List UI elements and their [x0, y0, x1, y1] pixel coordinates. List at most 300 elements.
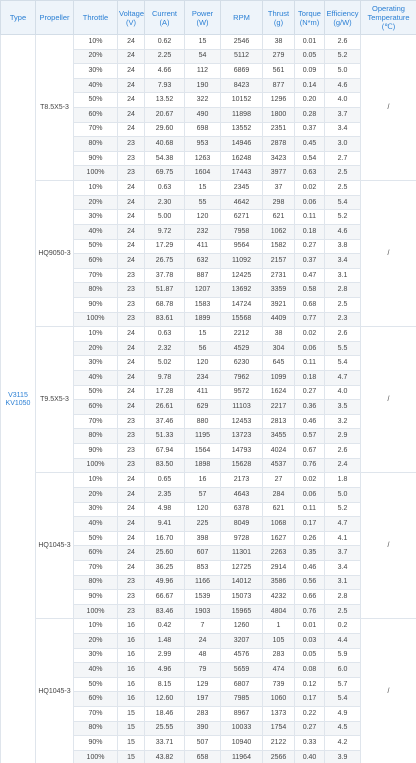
rpm-cell: 12725 — [221, 560, 263, 575]
current-cell: 49.96 — [145, 575, 185, 590]
efficiency-cell: 5.2 — [325, 210, 361, 225]
current-cell: 2.99 — [145, 648, 185, 663]
efficiency-cell: 5.0 — [325, 64, 361, 79]
thrust-cell: 2217 — [263, 400, 295, 415]
torque-cell: 0.67 — [295, 444, 325, 459]
torque-cell: 0.02 — [295, 473, 325, 488]
power-cell: 55 — [185, 195, 221, 210]
current-cell: 69.75 — [145, 166, 185, 181]
current-cell: 37.46 — [145, 414, 185, 429]
efficiency-cell: 4.6 — [325, 78, 361, 93]
temperature-cell: / — [361, 181, 416, 327]
rpm-cell: 14946 — [221, 137, 263, 152]
voltage-cell: 16 — [118, 663, 145, 678]
rpm-cell: 7958 — [221, 224, 263, 239]
throttle-cell: 30% — [74, 210, 118, 225]
rpm-cell: 11898 — [221, 108, 263, 123]
power-cell: 1166 — [185, 575, 221, 590]
throttle-cell: 30% — [74, 356, 118, 371]
throttle-cell: 60% — [74, 546, 118, 561]
propeller-cell: T8.5X5-3 — [36, 35, 74, 181]
thrust-cell: 3921 — [263, 297, 295, 312]
voltage-cell: 24 — [118, 181, 145, 196]
torque-cell: 0.77 — [295, 312, 325, 327]
voltage-cell: 23 — [118, 283, 145, 298]
voltage-cell: 24 — [118, 78, 145, 93]
power-cell: 57 — [185, 487, 221, 502]
voltage-cell: 23 — [118, 268, 145, 283]
power-cell: 79 — [185, 663, 221, 678]
voltage-cell: 23 — [118, 590, 145, 605]
thrust-cell: 1060 — [263, 692, 295, 707]
throttle-cell: 60% — [74, 254, 118, 269]
header-efficiency: Efficiency (g/W) — [325, 1, 361, 35]
torque-cell: 0.56 — [295, 575, 325, 590]
rpm-cell: 5659 — [221, 663, 263, 678]
power-cell: 1564 — [185, 444, 221, 459]
voltage-cell: 24 — [118, 122, 145, 137]
power-cell: 1583 — [185, 297, 221, 312]
throttle-cell: 90% — [74, 444, 118, 459]
thrust-cell: 3586 — [263, 575, 295, 590]
efficiency-cell: 5.9 — [325, 648, 361, 663]
power-cell: 234 — [185, 371, 221, 386]
voltage-cell: 24 — [118, 239, 145, 254]
torque-cell: 0.18 — [295, 371, 325, 386]
efficiency-cell: 2.6 — [325, 327, 361, 342]
rpm-cell: 8423 — [221, 78, 263, 93]
power-cell: 56 — [185, 341, 221, 356]
thrust-cell: 2731 — [263, 268, 295, 283]
voltage-cell: 16 — [118, 633, 145, 648]
efficiency-cell: 4.5 — [325, 721, 361, 736]
header-propeller: Propeller — [36, 1, 74, 35]
current-cell: 7.93 — [145, 78, 185, 93]
current-cell: 83.61 — [145, 312, 185, 327]
thrust-cell: 2813 — [263, 414, 295, 429]
thrust-cell: 283 — [263, 648, 295, 663]
throttle-cell: 60% — [74, 400, 118, 415]
thrust-cell: 4232 — [263, 590, 295, 605]
throttle-cell: 100% — [74, 312, 118, 327]
voltage-cell: 24 — [118, 517, 145, 532]
voltage-cell: 24 — [118, 327, 145, 342]
throttle-cell: 100% — [74, 458, 118, 473]
rpm-cell: 14724 — [221, 297, 263, 312]
header-current: Current (A) — [145, 1, 185, 35]
voltage-cell: 16 — [118, 677, 145, 692]
torque-cell: 0.54 — [295, 151, 325, 166]
torque-cell: 0.35 — [295, 546, 325, 561]
thrust-cell: 1627 — [263, 531, 295, 546]
current-cell: 8.15 — [145, 677, 185, 692]
throttle-cell: 30% — [74, 648, 118, 663]
thrust-cell: 2122 — [263, 736, 295, 751]
current-cell: 67.94 — [145, 444, 185, 459]
efficiency-cell: 2.6 — [325, 35, 361, 50]
efficiency-cell: 0.2 — [325, 619, 361, 634]
throttle-cell: 10% — [74, 619, 118, 634]
torque-cell: 0.11 — [295, 356, 325, 371]
voltage-cell: 23 — [118, 151, 145, 166]
voltage-cell: 23 — [118, 414, 145, 429]
rpm-cell: 17443 — [221, 166, 263, 181]
voltage-cell: 23 — [118, 444, 145, 459]
rpm-cell: 15568 — [221, 312, 263, 327]
current-cell: 0.63 — [145, 327, 185, 342]
power-cell: 853 — [185, 560, 221, 575]
torque-cell: 0.27 — [295, 721, 325, 736]
rpm-cell: 15073 — [221, 590, 263, 605]
current-cell: 13.52 — [145, 93, 185, 108]
torque-cell: 0.68 — [295, 297, 325, 312]
throttle-cell: 20% — [74, 633, 118, 648]
power-cell: 887 — [185, 268, 221, 283]
thrust-cell: 27 — [263, 473, 295, 488]
voltage-cell: 16 — [118, 648, 145, 663]
thrust-cell: 3423 — [263, 151, 295, 166]
current-cell: 4.98 — [145, 502, 185, 517]
voltage-cell: 24 — [118, 546, 145, 561]
rpm-cell: 2345 — [221, 181, 263, 196]
efficiency-cell: 2.3 — [325, 312, 361, 327]
rpm-cell: 7985 — [221, 692, 263, 707]
efficiency-cell: 4.4 — [325, 633, 361, 648]
power-cell: 15 — [185, 181, 221, 196]
power-cell: 190 — [185, 78, 221, 93]
voltage-cell: 23 — [118, 137, 145, 152]
voltage-cell: 24 — [118, 108, 145, 123]
propeller-cell: HQ9050-3 — [36, 181, 74, 327]
throttle-cell: 20% — [74, 487, 118, 502]
throttle-cell: 100% — [74, 750, 118, 763]
current-cell: 25.60 — [145, 546, 185, 561]
current-cell: 12.60 — [145, 692, 185, 707]
voltage-cell: 23 — [118, 458, 145, 473]
current-cell: 0.42 — [145, 619, 185, 634]
torque-cell: 0.02 — [295, 327, 325, 342]
thrust-cell: 2157 — [263, 254, 295, 269]
rpm-cell: 8967 — [221, 707, 263, 722]
throttle-cell: 50% — [74, 93, 118, 108]
rpm-cell: 9572 — [221, 385, 263, 400]
thrust-cell: 2351 — [263, 122, 295, 137]
efficiency-cell: 3.5 — [325, 400, 361, 415]
rpm-cell: 6807 — [221, 677, 263, 692]
torque-cell: 0.57 — [295, 429, 325, 444]
throttle-cell: 90% — [74, 151, 118, 166]
throttle-cell: 80% — [74, 575, 118, 590]
thrust-cell: 3977 — [263, 166, 295, 181]
thrust-cell: 4409 — [263, 312, 295, 327]
rpm-cell: 9564 — [221, 239, 263, 254]
throttle-cell: 40% — [74, 517, 118, 532]
voltage-cell: 23 — [118, 312, 145, 327]
efficiency-cell: 5.2 — [325, 49, 361, 64]
torque-cell: 0.58 — [295, 283, 325, 298]
current-cell: 83.50 — [145, 458, 185, 473]
throttle-cell: 10% — [74, 327, 118, 342]
efficiency-cell: 3.4 — [325, 560, 361, 575]
current-cell: 51.33 — [145, 429, 185, 444]
header-temperature: Operating Temperature (℃) — [361, 1, 416, 35]
rpm-cell: 4643 — [221, 487, 263, 502]
efficiency-cell: 2.5 — [325, 297, 361, 312]
thrust-cell: 284 — [263, 487, 295, 502]
power-cell: 1207 — [185, 283, 221, 298]
thrust-cell: 1754 — [263, 721, 295, 736]
current-cell: 18.46 — [145, 707, 185, 722]
current-cell: 5.00 — [145, 210, 185, 225]
voltage-cell: 24 — [118, 64, 145, 79]
rpm-cell: 16248 — [221, 151, 263, 166]
thrust-cell: 298 — [263, 195, 295, 210]
current-cell: 40.68 — [145, 137, 185, 152]
torque-cell: 0.46 — [295, 414, 325, 429]
current-cell: 5.02 — [145, 356, 185, 371]
current-cell: 83.46 — [145, 604, 185, 619]
thrust-cell: 621 — [263, 210, 295, 225]
rpm-cell: 2212 — [221, 327, 263, 342]
power-cell: 1899 — [185, 312, 221, 327]
voltage-cell: 24 — [118, 35, 145, 50]
throttle-cell: 10% — [74, 181, 118, 196]
thrust-cell: 1624 — [263, 385, 295, 400]
voltage-cell: 24 — [118, 502, 145, 517]
voltage-cell: 24 — [118, 195, 145, 210]
thrust-cell: 4804 — [263, 604, 295, 619]
voltage-cell: 15 — [118, 707, 145, 722]
thrust-cell: 645 — [263, 356, 295, 371]
power-cell: 16 — [185, 473, 221, 488]
voltage-cell: 23 — [118, 166, 145, 181]
rpm-cell: 8049 — [221, 517, 263, 532]
power-cell: 698 — [185, 122, 221, 137]
torque-cell: 0.17 — [295, 692, 325, 707]
power-cell: 411 — [185, 385, 221, 400]
throttle-cell: 60% — [74, 108, 118, 123]
torque-cell: 0.36 — [295, 400, 325, 415]
motor-type-cell: V3115 KV1050 — [1, 35, 36, 763]
torque-cell: 0.40 — [295, 750, 325, 763]
efficiency-cell: 3.8 — [325, 239, 361, 254]
current-cell: 9.41 — [145, 517, 185, 532]
torque-cell: 0.37 — [295, 254, 325, 269]
power-cell: 120 — [185, 502, 221, 517]
rpm-cell: 13723 — [221, 429, 263, 444]
voltage-cell: 24 — [118, 341, 145, 356]
voltage-cell: 23 — [118, 604, 145, 619]
efficiency-cell: 5.4 — [325, 195, 361, 210]
voltage-cell: 24 — [118, 487, 145, 502]
efficiency-cell: 6.0 — [325, 663, 361, 678]
thrust-cell: 1 — [263, 619, 295, 634]
power-cell: 1195 — [185, 429, 221, 444]
power-cell: 398 — [185, 531, 221, 546]
torque-cell: 0.01 — [295, 35, 325, 50]
current-cell: 0.63 — [145, 181, 185, 196]
efficiency-cell: 1.8 — [325, 473, 361, 488]
power-cell: 7 — [185, 619, 221, 634]
thrust-cell: 304 — [263, 341, 295, 356]
throttle-cell: 50% — [74, 239, 118, 254]
rpm-cell: 10940 — [221, 736, 263, 751]
torque-cell: 0.28 — [295, 108, 325, 123]
table-row — [1, 181, 416, 196]
thrust-cell: 3455 — [263, 429, 295, 444]
current-cell: 1.48 — [145, 633, 185, 648]
rpm-cell: 4576 — [221, 648, 263, 663]
current-cell: 2.25 — [145, 49, 185, 64]
power-cell: 15 — [185, 35, 221, 50]
voltage-cell: 24 — [118, 371, 145, 386]
throttle-cell: 60% — [74, 692, 118, 707]
throttle-cell: 50% — [74, 677, 118, 692]
torque-cell: 0.37 — [295, 122, 325, 137]
power-cell: 490 — [185, 108, 221, 123]
rpm-cell: 11092 — [221, 254, 263, 269]
thrust-cell: 2263 — [263, 546, 295, 561]
throttle-cell: 90% — [74, 297, 118, 312]
temperature-cell: / — [361, 35, 416, 181]
torque-cell: 0.22 — [295, 707, 325, 722]
rpm-cell: 13692 — [221, 283, 263, 298]
voltage-cell: 24 — [118, 356, 145, 371]
throttle-cell: 80% — [74, 721, 118, 736]
voltage-cell: 23 — [118, 297, 145, 312]
efficiency-cell: 2.8 — [325, 590, 361, 605]
thrust-cell: 2566 — [263, 750, 295, 763]
voltage-cell: 24 — [118, 254, 145, 269]
throttle-cell: 100% — [74, 166, 118, 181]
throttle-cell: 70% — [74, 707, 118, 722]
efficiency-cell: 5.2 — [325, 502, 361, 517]
torque-cell: 0.76 — [295, 604, 325, 619]
power-cell: 232 — [185, 224, 221, 239]
current-cell: 20.67 — [145, 108, 185, 123]
rpm-cell: 2546 — [221, 35, 263, 50]
current-cell: 2.30 — [145, 195, 185, 210]
power-cell: 1903 — [185, 604, 221, 619]
torque-cell: 0.45 — [295, 137, 325, 152]
efficiency-cell: 5.0 — [325, 487, 361, 502]
efficiency-cell: 2.4 — [325, 458, 361, 473]
voltage-cell: 15 — [118, 750, 145, 763]
power-cell: 507 — [185, 736, 221, 751]
thrust-cell: 561 — [263, 64, 295, 79]
rpm-cell: 10152 — [221, 93, 263, 108]
throttle-cell: 80% — [74, 429, 118, 444]
throttle-cell: 50% — [74, 385, 118, 400]
rpm-cell: 15965 — [221, 604, 263, 619]
thrust-cell: 38 — [263, 327, 295, 342]
voltage-cell: 15 — [118, 721, 145, 736]
torque-cell: 0.01 — [295, 619, 325, 634]
propeller-cell: T9.5X5-3 — [36, 327, 74, 473]
temperature-cell: / — [361, 327, 416, 473]
power-cell: 953 — [185, 137, 221, 152]
efficiency-cell: 3.1 — [325, 268, 361, 283]
torque-cell: 0.06 — [295, 487, 325, 502]
rpm-cell: 6230 — [221, 356, 263, 371]
power-cell: 283 — [185, 707, 221, 722]
torque-cell: 0.06 — [295, 195, 325, 210]
efficiency-cell: 4.0 — [325, 93, 361, 108]
voltage-cell: 24 — [118, 224, 145, 239]
propeller-cell: HQ1045-3 — [36, 473, 74, 619]
header-power: Power (W) — [185, 1, 221, 35]
efficiency-cell: 2.9 — [325, 429, 361, 444]
power-cell: 129 — [185, 677, 221, 692]
throttle-cell: 70% — [74, 268, 118, 283]
rpm-cell: 4529 — [221, 341, 263, 356]
rpm-cell: 15628 — [221, 458, 263, 473]
throttle-cell: 30% — [74, 502, 118, 517]
efficiency-cell: 2.5 — [325, 166, 361, 181]
throttle-cell: 10% — [74, 35, 118, 50]
thrust-cell: 877 — [263, 78, 295, 93]
rpm-cell: 4642 — [221, 195, 263, 210]
torque-cell: 0.05 — [295, 49, 325, 64]
voltage-cell: 24 — [118, 560, 145, 575]
thrust-cell: 621 — [263, 502, 295, 517]
torque-cell: 0.02 — [295, 181, 325, 196]
rpm-cell: 10033 — [221, 721, 263, 736]
power-cell: 15 — [185, 327, 221, 342]
thrust-cell: 1099 — [263, 371, 295, 386]
rpm-cell: 5112 — [221, 49, 263, 64]
efficiency-cell: 3.0 — [325, 137, 361, 152]
efficiency-cell: 3.7 — [325, 108, 361, 123]
table-row — [1, 35, 416, 50]
rpm-cell: 11103 — [221, 400, 263, 415]
efficiency-cell: 3.4 — [325, 254, 361, 269]
efficiency-cell: 4.7 — [325, 371, 361, 386]
efficiency-cell: 2.5 — [325, 181, 361, 196]
thrust-cell: 1582 — [263, 239, 295, 254]
power-cell: 322 — [185, 93, 221, 108]
efficiency-cell: 5.5 — [325, 341, 361, 356]
throttle-cell: 40% — [74, 224, 118, 239]
rpm-cell: 2173 — [221, 473, 263, 488]
current-cell: 2.35 — [145, 487, 185, 502]
current-cell: 33.71 — [145, 736, 185, 751]
table-body — [1, 35, 416, 763]
throttle-cell: 70% — [74, 414, 118, 429]
voltage-cell: 24 — [118, 473, 145, 488]
current-cell: 51.87 — [145, 283, 185, 298]
thrust-cell: 2914 — [263, 560, 295, 575]
thrust-cell: 1373 — [263, 707, 295, 722]
thrust-cell: 474 — [263, 663, 295, 678]
torque-cell: 0.03 — [295, 633, 325, 648]
current-cell: 26.75 — [145, 254, 185, 269]
voltage-cell: 24 — [118, 93, 145, 108]
power-cell: 629 — [185, 400, 221, 415]
efficiency-cell: 3.9 — [325, 750, 361, 763]
power-cell: 1539 — [185, 590, 221, 605]
rpm-cell: 12453 — [221, 414, 263, 429]
efficiency-cell: 3.1 — [325, 575, 361, 590]
efficiency-cell: 5.7 — [325, 677, 361, 692]
power-cell: 120 — [185, 210, 221, 225]
power-cell: 225 — [185, 517, 221, 532]
rpm-cell: 11964 — [221, 750, 263, 763]
header-row — [1, 1, 416, 35]
header-rpm: RPM — [221, 1, 263, 35]
thrust-cell: 37 — [263, 181, 295, 196]
torque-cell: 0.11 — [295, 210, 325, 225]
